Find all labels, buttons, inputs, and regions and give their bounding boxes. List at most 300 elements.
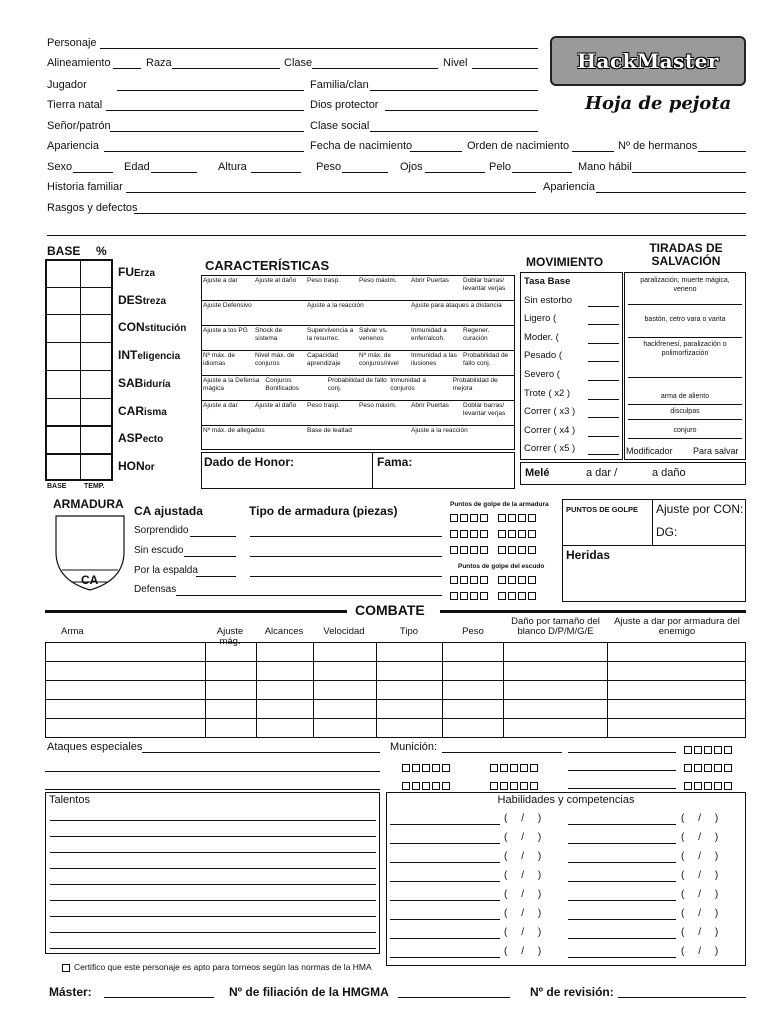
- talent-line[interactable]: [50, 916, 376, 917]
- weapon-cell[interactable]: [443, 643, 504, 662]
- sorprendido-label: Sorprendido: [134, 525, 189, 536]
- label-edad: Edad: [124, 161, 150, 173]
- weapon-cell[interactable]: [205, 719, 256, 738]
- field-fecha[interactable]: [410, 151, 462, 152]
- skill-line[interactable]: [568, 919, 676, 920]
- weapon-cell[interactable]: [443, 719, 504, 738]
- ammo-box[interactable]: [704, 764, 712, 772]
- hp-box[interactable]: [470, 530, 478, 538]
- ammo-box[interactable]: [724, 746, 732, 754]
- field-raza[interactable]: [172, 68, 280, 69]
- caract-cell-label: Ajuste al daño: [255, 277, 297, 284]
- ammo-box[interactable]: [704, 782, 712, 790]
- field-apariencia[interactable]: [104, 151, 304, 152]
- field-orden[interactable]: [572, 151, 614, 152]
- field-sexo[interactable]: [73, 172, 113, 173]
- save-label: hackfrenesí, paralización o polimorfización: [643, 341, 727, 357]
- hp-box[interactable]: [508, 546, 516, 554]
- stat-base-cell[interactable]: [47, 261, 79, 285]
- hp-box[interactable]: [498, 576, 506, 584]
- stat-temp-cell[interactable]: [82, 372, 112, 396]
- weapon-cell[interactable]: [376, 700, 443, 719]
- stat-base-cell[interactable]: [47, 427, 79, 451]
- stat-temp-cell[interactable]: [82, 455, 112, 479]
- movimiento-title: MOVIMIENTO: [526, 255, 604, 269]
- weapon-cell[interactable]: [608, 681, 746, 700]
- weapon-cell[interactable]: [608, 719, 746, 738]
- weapon-cell[interactable]: [608, 662, 746, 681]
- talent-line[interactable]: [50, 852, 376, 853]
- temp-footer: TEMP.: [84, 483, 105, 490]
- mov-row-field[interactable]: [588, 324, 619, 325]
- hp-box[interactable]: [450, 546, 458, 554]
- talent-line[interactable]: [50, 884, 376, 885]
- mov-row-field[interactable]: [588, 399, 619, 400]
- mov-row-label: Severo (: [524, 369, 560, 380]
- skill-paren: ( / ): [681, 908, 719, 919]
- mov-row-field[interactable]: [588, 454, 619, 455]
- label-ojos: Ojos: [400, 161, 423, 173]
- heridas-label: Heridas: [566, 548, 611, 562]
- stat-cap: SAB: [118, 375, 144, 390]
- sin-escudo-label: Sin escudo: [134, 545, 184, 556]
- ammo-box[interactable]: [724, 782, 732, 790]
- weapon-cell[interactable]: [46, 719, 206, 738]
- weapon-cell[interactable]: [376, 681, 443, 700]
- ammo-box[interactable]: [714, 782, 722, 790]
- ammo-box[interactable]: [684, 764, 692, 772]
- ammo-box[interactable]: [402, 782, 410, 790]
- ammo-box[interactable]: [694, 782, 702, 790]
- weapon-row: [46, 719, 746, 738]
- weapon-cell[interactable]: [46, 681, 206, 700]
- ammo-box[interactable]: [412, 782, 420, 790]
- hp-box[interactable]: [498, 592, 506, 600]
- mele-box: [520, 462, 746, 485]
- ca-label: CA: [81, 573, 99, 587]
- mov-row-field[interactable]: [588, 343, 619, 344]
- hp-box[interactable]: [518, 576, 526, 584]
- field-peso[interactable]: [342, 172, 388, 173]
- save-field[interactable]: [628, 404, 742, 405]
- a-dano-label: a daño: [652, 467, 686, 479]
- field-espalda[interactable]: [196, 576, 236, 577]
- save-field[interactable]: [628, 438, 742, 439]
- talent-line[interactable]: [50, 932, 376, 933]
- stat-base-cell[interactable]: [47, 372, 79, 396]
- field-ataques-1[interactable]: [142, 752, 380, 753]
- save-field[interactable]: [628, 304, 742, 305]
- ammo-box-group: [490, 762, 540, 774]
- ammo-box[interactable]: [694, 764, 702, 772]
- ca-ajustada-label: CA ajustada: [134, 504, 203, 518]
- hp-box[interactable]: [528, 514, 536, 522]
- skill-line[interactable]: [390, 938, 500, 939]
- stat-temp-cell[interactable]: [82, 261, 112, 285]
- weapon-cell[interactable]: [313, 681, 376, 700]
- field-alineamiento[interactable]: [113, 68, 141, 69]
- skill-line[interactable]: [390, 843, 500, 844]
- ammo-box-group: [490, 780, 540, 792]
- field-familia[interactable]: [370, 90, 538, 91]
- skill-line[interactable]: [390, 862, 500, 863]
- weapon-cell[interactable]: [443, 681, 504, 700]
- pg-divider-v: [652, 499, 653, 545]
- stat-label-hon: [118, 459, 155, 473]
- combat-header: Alcances: [264, 626, 304, 637]
- label-fecha: Fecha de nacimiento: [310, 140, 413, 152]
- caract-cell-label: Shock de sistema: [255, 327, 283, 342]
- weapon-cell[interactable]: [46, 700, 206, 719]
- hp-box[interactable]: [518, 546, 526, 554]
- combat-header: Tipo: [399, 626, 419, 637]
- label-mano: Mano hábil: [578, 161, 632, 173]
- hp-box[interactable]: [450, 592, 458, 600]
- hp-box[interactable]: [528, 592, 536, 600]
- weapon-cell[interactable]: [504, 643, 608, 662]
- weapon-cell[interactable]: [205, 662, 256, 681]
- field-pelo[interactable]: [512, 172, 572, 173]
- weapon-cell[interactable]: [313, 719, 376, 738]
- caract-row-divider: [201, 400, 515, 401]
- mov-row-field[interactable]: [588, 306, 619, 307]
- hp-box[interactable]: [480, 514, 488, 522]
- mov-row-label: Moder. (: [524, 331, 559, 343]
- skill-line[interactable]: [568, 843, 676, 844]
- ammo-box[interactable]: [490, 764, 498, 772]
- ajuste-con-label: Ajuste por CON:: [656, 502, 744, 516]
- hp-box[interactable]: [518, 514, 526, 522]
- save-field[interactable]: [628, 337, 742, 338]
- mov-row-label: Sin estorbo: [524, 294, 573, 306]
- talent-line[interactable]: [50, 868, 376, 869]
- field-ojos[interactable]: [425, 172, 485, 173]
- hp-box[interactable]: [450, 576, 458, 584]
- mov-row-field[interactable]: [588, 380, 619, 381]
- field-hermanos[interactable]: [698, 151, 746, 152]
- weapon-cell[interactable]: [608, 700, 746, 719]
- label-dios: Dios protector: [310, 99, 379, 111]
- skill-paren: ( / ): [681, 832, 719, 843]
- stat-cap: CAR: [118, 403, 144, 418]
- hp-box[interactable]: [480, 546, 488, 554]
- modificador-label: Modificador: [626, 446, 673, 456]
- hp-box[interactable]: [460, 530, 468, 538]
- talent-line[interactable]: [50, 948, 376, 949]
- field-master[interactable]: [104, 997, 214, 998]
- stat-rest: treza: [142, 295, 167, 307]
- mov-row-field[interactable]: [588, 361, 619, 362]
- ammo-box[interactable]: [530, 782, 538, 790]
- caract-cell-label: Ajuste a dar: [203, 402, 238, 409]
- talent-line[interactable]: [50, 900, 376, 901]
- field-historia[interactable]: [126, 192, 536, 193]
- weapon-cell[interactable]: [443, 700, 504, 719]
- hp-box[interactable]: [480, 592, 488, 600]
- weapon-cell[interactable]: [504, 700, 608, 719]
- hp-box[interactable]: [528, 546, 536, 554]
- fama-label: Fama:: [377, 455, 413, 469]
- ammo-box[interactable]: [714, 746, 722, 754]
- skill-line[interactable]: [568, 900, 676, 901]
- honor-divider: [372, 452, 373, 489]
- hp-box[interactable]: [518, 530, 526, 538]
- hp-box[interactable]: [508, 530, 516, 538]
- talent-line[interactable]: [50, 820, 376, 821]
- skill-line[interactable]: [390, 919, 500, 920]
- weapon-cell[interactable]: [608, 643, 746, 662]
- weapon-cell[interactable]: [504, 662, 608, 681]
- stat-label-int: [118, 348, 180, 362]
- ammo-box[interactable]: [432, 764, 440, 772]
- skill-line[interactable]: [568, 938, 676, 939]
- skill-line[interactable]: [568, 824, 676, 825]
- field-armadura-2[interactable]: [250, 556, 442, 557]
- field-tierra-natal[interactable]: [106, 110, 304, 111]
- ammo-box[interactable]: [500, 764, 508, 772]
- weapon-cell[interactable]: [256, 681, 313, 700]
- field-senor[interactable]: [110, 131, 304, 132]
- hp-box[interactable]: [450, 530, 458, 538]
- caract-cell-label: Probabilidad de mejora: [452, 377, 498, 392]
- ammo-box[interactable]: [520, 764, 528, 772]
- ammo-box-group: [684, 762, 734, 774]
- weapon-cell[interactable]: [376, 662, 443, 681]
- stat-base-cell[interactable]: [47, 400, 79, 424]
- label-personaje: Personaje: [47, 37, 97, 49]
- hp-box[interactable]: [480, 530, 488, 538]
- mele-label: Melé: [525, 467, 550, 479]
- stat-temp-cell[interactable]: [82, 289, 112, 313]
- ammo-box[interactable]: [412, 764, 420, 772]
- hp-box[interactable]: [498, 530, 506, 538]
- ammo-box[interactable]: [510, 782, 518, 790]
- stat-temp-cell[interactable]: [82, 316, 112, 340]
- stat-base-cell[interactable]: [47, 316, 79, 340]
- save-field[interactable]: [628, 419, 742, 420]
- label-nivel: Nivel: [443, 57, 468, 69]
- talentos-box: [45, 792, 380, 954]
- hp-box[interactable]: [470, 576, 478, 584]
- field-edad[interactable]: [151, 172, 197, 173]
- weapon-cell[interactable]: [205, 681, 256, 700]
- stat-label-sab: [118, 376, 171, 390]
- hp-box[interactable]: [460, 514, 468, 522]
- skill-paren: ( / ): [681, 870, 719, 881]
- weapon-cell[interactable]: [443, 662, 504, 681]
- weapon-cell[interactable]: [504, 681, 608, 700]
- caract-row-divider: [201, 350, 515, 351]
- hp-box[interactable]: [460, 576, 468, 584]
- field-personaje[interactable]: [100, 48, 538, 49]
- skill-paren: ( / ): [504, 832, 542, 843]
- field-revision[interactable]: [618, 997, 746, 998]
- weapon-row: [46, 700, 746, 719]
- filiacion-label: Nº de filiación de la HMGMA: [229, 985, 389, 999]
- field-clase[interactable]: [312, 68, 438, 69]
- ammo-box[interactable]: [422, 764, 430, 772]
- ammo-field[interactable]: [568, 770, 676, 771]
- stat-label-asp: [118, 431, 163, 445]
- mov-row-label: Correr ( x4 ): [524, 424, 576, 436]
- weapon-cell[interactable]: [46, 643, 206, 662]
- stat-rest: eligencia: [137, 351, 181, 363]
- field-mano[interactable]: [632, 172, 746, 173]
- ammo-box-group: [684, 780, 734, 792]
- stat-label-des: [118, 293, 166, 307]
- stat-temp-cell[interactable]: [82, 400, 112, 424]
- weapon-cell[interactable]: [46, 662, 206, 681]
- field-armadura-1[interactable]: [250, 536, 442, 537]
- caract-cell-label: Conjuros Bonificados: [265, 377, 299, 392]
- skill-line[interactable]: [568, 957, 676, 958]
- field-sorprendido[interactable]: [190, 536, 236, 537]
- caract-cell-label: Inmunidad a las ilusiones: [411, 352, 457, 367]
- field-rasgos-2[interactable]: [47, 235, 746, 236]
- ammo-box[interactable]: [402, 764, 410, 772]
- weapon-cell[interactable]: [205, 700, 256, 719]
- hp-box[interactable]: [508, 576, 516, 584]
- stat-base-cell[interactable]: [47, 344, 79, 368]
- field-nivel[interactable]: [472, 68, 538, 69]
- stat-temp-cell[interactable]: [82, 344, 112, 368]
- combat-header: Ajuste a dar por armadura del enemigo: [614, 616, 740, 637]
- field-filiacion[interactable]: [398, 997, 510, 998]
- ammo-box[interactable]: [694, 746, 702, 754]
- stat-base-cell[interactable]: [47, 289, 79, 313]
- ammo-box[interactable]: [714, 764, 722, 772]
- hp-box[interactable]: [498, 546, 506, 554]
- skill-paren: ( / ): [504, 889, 542, 900]
- skill-line[interactable]: [390, 881, 500, 882]
- label-rasgos: Rasgos y defectos: [47, 202, 138, 214]
- weapon-cell[interactable]: [205, 643, 256, 662]
- skill-line[interactable]: [568, 881, 676, 882]
- weapon-row: [46, 643, 746, 662]
- field-armadura-3[interactable]: [250, 576, 442, 577]
- label-peso: Peso: [316, 161, 342, 173]
- stat-base-cell[interactable]: [47, 455, 79, 479]
- save-field[interactable]: [628, 377, 742, 378]
- mov-row-field[interactable]: [588, 436, 619, 437]
- weapons-table: [45, 642, 746, 738]
- field-sin-escudo[interactable]: [184, 556, 236, 557]
- hp-box[interactable]: [528, 530, 536, 538]
- ammo-field[interactable]: [568, 788, 676, 789]
- ammo-box[interactable]: [442, 782, 450, 790]
- hp-box[interactable]: [498, 514, 506, 522]
- ammo-box[interactable]: [520, 782, 528, 790]
- weapon-cell[interactable]: [256, 643, 313, 662]
- mov-row-field[interactable]: [588, 417, 619, 418]
- field-apariencia-2[interactable]: [596, 192, 746, 193]
- field-defensas[interactable]: [176, 595, 442, 596]
- ammo-box[interactable]: [422, 782, 430, 790]
- hp-box[interactable]: [470, 514, 478, 522]
- stat-rest: or: [144, 461, 155, 473]
- certifico-label: Certifico que este personaje es apto para torneos según las normas de la HMA: [74, 962, 372, 972]
- stat-rest: isma: [144, 406, 167, 418]
- certify-checkbox[interactable]: [62, 964, 70, 972]
- ammo-box[interactable]: [510, 764, 518, 772]
- skill-line[interactable]: [390, 957, 500, 958]
- ammo-field[interactable]: [568, 752, 676, 753]
- field-altura[interactable]: [251, 172, 301, 173]
- hp-box[interactable]: [470, 546, 478, 554]
- ammo-field[interactable]: [442, 752, 562, 753]
- ammo-box[interactable]: [530, 764, 538, 772]
- base-title: BASE: [47, 244, 81, 258]
- caract-row-divider: [201, 325, 515, 326]
- stat-cap: INT: [118, 348, 138, 363]
- weapon-cell[interactable]: [256, 719, 313, 738]
- field-dios[interactable]: [385, 110, 538, 111]
- hp-box[interactable]: [480, 576, 488, 584]
- hp-box-row: [450, 512, 538, 524]
- combat-header: Arma: [61, 626, 84, 637]
- weapon-cell[interactable]: [256, 700, 313, 719]
- hp-box[interactable]: [460, 546, 468, 554]
- weapon-cell[interactable]: [504, 719, 608, 738]
- field-clase-social[interactable]: [370, 131, 538, 132]
- hp-box[interactable]: [528, 576, 536, 584]
- weapon-cell[interactable]: [313, 643, 376, 662]
- dg-label: DG:: [656, 525, 678, 539]
- skill-line[interactable]: [390, 900, 500, 901]
- hp-box[interactable]: [450, 514, 458, 522]
- caract-cell-label: Probabilidad de fallo conj.: [327, 377, 387, 392]
- weapon-cell[interactable]: [256, 662, 313, 681]
- hp-box[interactable]: [460, 592, 468, 600]
- skill-line[interactable]: [568, 862, 676, 863]
- ammo-box[interactable]: [684, 782, 692, 790]
- para-salvar-label: Para salvar: [693, 446, 739, 456]
- ammo-box[interactable]: [500, 782, 508, 790]
- caract-cell-label: Inmunidad a conjuros: [390, 377, 426, 392]
- ammo-box[interactable]: [684, 746, 692, 754]
- label-sexo: Sexo: [47, 161, 73, 173]
- talent-line[interactable]: [50, 836, 376, 837]
- weapon-cell[interactable]: [313, 662, 376, 681]
- skill-line[interactable]: [390, 824, 500, 825]
- espalda-label: Por la espalda: [134, 565, 198, 576]
- stat-row-divider: [45, 370, 113, 371]
- hp-box[interactable]: [518, 592, 526, 600]
- stat-temp-cell[interactable]: [82, 427, 112, 451]
- field-ataques-3[interactable]: [45, 789, 380, 790]
- ammo-box[interactable]: [432, 782, 440, 790]
- caract-row-divider: [201, 375, 515, 376]
- skill-paren: ( / ): [681, 946, 719, 957]
- weapon-cell[interactable]: [376, 719, 443, 738]
- ammo-box[interactable]: [442, 764, 450, 772]
- field-rasgos[interactable]: [134, 213, 746, 214]
- hp-box[interactable]: [508, 592, 516, 600]
- weapon-cell[interactable]: [376, 643, 443, 662]
- label-clase-social: Clase social: [310, 120, 370, 132]
- ammo-box[interactable]: [490, 782, 498, 790]
- combate-rule-right: [440, 610, 746, 613]
- hp-box[interactable]: [470, 592, 478, 600]
- field-ataques-2[interactable]: [45, 771, 380, 772]
- label-apariencia-2: Apariencia: [543, 181, 595, 193]
- field-jugador[interactable]: [117, 90, 304, 91]
- ammo-box[interactable]: [724, 764, 732, 772]
- weapon-cell[interactable]: [313, 700, 376, 719]
- hp-box[interactable]: [508, 514, 516, 522]
- ammo-box[interactable]: [704, 746, 712, 754]
- caract-cell-label: Salvar vs. venenos: [359, 327, 388, 342]
